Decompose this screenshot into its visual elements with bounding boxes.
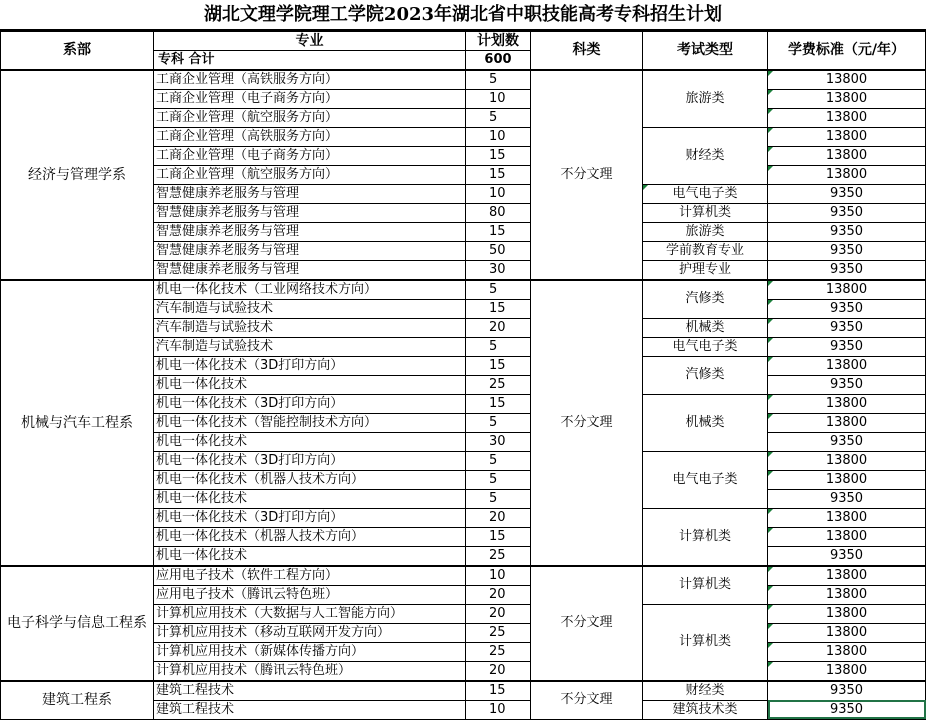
plan-cell[interactable]: 15: [466, 222, 531, 241]
exam-type-cell[interactable]: 财经类: [643, 127, 768, 184]
tuition-cell[interactable]: 13800: [768, 70, 926, 90]
tuition-cell[interactable]: 13800: [768, 585, 926, 604]
major-cell[interactable]: 机电一体化技术（智能控制技术方向）: [154, 413, 466, 432]
plan-cell[interactable]: 15: [466, 165, 531, 184]
tuition-cell[interactable]: 9350: [768, 681, 926, 701]
tuition-cell[interactable]: 13800: [768, 508, 926, 527]
tuition-cell[interactable]: 13800: [768, 89, 926, 108]
exam-type-cell[interactable]: 旅游类: [643, 70, 768, 128]
exam-type-cell[interactable]: 财经类: [643, 681, 768, 701]
plan-cell[interactable]: 20: [466, 508, 531, 527]
exam-type-cell[interactable]: 护理专业: [643, 260, 768, 280]
major-cell[interactable]: 机电一体化技术（工业网络技术方向）: [154, 280, 466, 300]
tuition-cell[interactable]: 13800: [768, 527, 926, 546]
exam-type-cell[interactable]: 旅游类: [643, 222, 768, 241]
tuition-cell[interactable]: 13800: [768, 642, 926, 661]
subject-cell[interactable]: 不分文理: [531, 681, 643, 720]
exam-type-cell[interactable]: 计算机类: [643, 203, 768, 222]
plan-cell[interactable]: 20: [466, 585, 531, 604]
header-dept[interactable]: 系部: [1, 32, 154, 70]
plan-cell[interactable]: 25: [466, 642, 531, 661]
plan-cell[interactable]: 15: [466, 394, 531, 413]
major-cell[interactable]: 机电一体化技术: [154, 432, 466, 451]
plan-cell[interactable]: 5: [466, 70, 531, 90]
major-cell[interactable]: 机电一体化技术（3D打印方向）: [154, 356, 466, 375]
tuition-cell[interactable]: 13800: [768, 470, 926, 489]
plan-cell[interactable]: 5: [466, 413, 531, 432]
major-cell[interactable]: 智慧健康养老服务与管理: [154, 203, 466, 222]
exam-type-cell[interactable]: 机械类: [643, 318, 768, 337]
major-cell[interactable]: 机电一体化技术（机器人技术方向）: [154, 527, 466, 546]
major-cell[interactable]: 应用电子技术（软件工程方向）: [154, 566, 466, 586]
plan-cell[interactable]: 15: [466, 299, 531, 318]
major-cell[interactable]: 汽车制造与试验技术: [154, 299, 466, 318]
major-cell[interactable]: 工商企业管理（航空服务方向）: [154, 108, 466, 127]
plan-cell[interactable]: 30: [466, 260, 531, 280]
tuition-cell[interactable]: 13800: [768, 394, 926, 413]
header-exam-type[interactable]: 考试类型: [643, 32, 768, 70]
tuition-cell[interactable]: 9350: [768, 299, 926, 318]
plan-cell[interactable]: 5: [466, 489, 531, 508]
tuition-cell[interactable]: 9350: [768, 203, 926, 222]
tuition-cell[interactable]: 13800: [768, 165, 926, 184]
plan-cell[interactable]: 15: [466, 527, 531, 546]
subject-cell[interactable]: 不分文理: [531, 280, 643, 566]
major-cell[interactable]: 计算机应用技术（大数据与人工智能方向）: [154, 604, 466, 623]
tuition-cell[interactable]: 13800: [768, 127, 926, 146]
total-label[interactable]: 专科 合计: [154, 51, 466, 70]
exam-type-cell[interactable]: 电气电子类: [643, 184, 768, 203]
exam-type-cell[interactable]: 建筑技术类: [643, 700, 768, 719]
tuition-cell[interactable]: 9350: [768, 260, 926, 280]
plan-cell[interactable]: 5: [466, 451, 531, 470]
selected-tuition-cell[interactable]: 9350: [768, 700, 926, 719]
major-cell[interactable]: 工商企业管理（高铁服务方向）: [154, 127, 466, 146]
major-cell[interactable]: 工商企业管理（航空服务方向）: [154, 165, 466, 184]
dept-cell[interactable]: 机械与汽车工程系: [1, 280, 154, 566]
major-cell[interactable]: 建筑工程技术: [154, 681, 466, 701]
plan-cell[interactable]: 20: [466, 661, 531, 681]
plan-cell[interactable]: 15: [466, 356, 531, 375]
plan-cell[interactable]: 5: [466, 470, 531, 489]
enrollment-table: [0, 31, 926, 720]
exam-type-cell[interactable]: 计算机类: [643, 566, 768, 605]
major-cell[interactable]: 工商企业管理（高铁服务方向）: [154, 70, 466, 90]
exam-type-cell[interactable]: 电气电子类: [643, 337, 768, 356]
exam-type-cell[interactable]: 电气电子类: [643, 451, 768, 508]
major-cell[interactable]: 智慧健康养老服务与管理: [154, 184, 466, 203]
tuition-cell[interactable]: 13800: [768, 280, 926, 300]
tuition-cell[interactable]: 13800: [768, 623, 926, 642]
tuition-cell[interactable]: 9350: [768, 546, 926, 566]
table-row: [1, 70, 926, 90]
plan-cell[interactable]: 25: [466, 375, 531, 394]
tuition-cell[interactable]: 9350: [768, 375, 926, 394]
major-cell[interactable]: 工商企业管理（电子商务方向）: [154, 146, 466, 165]
exam-type-cell[interactable]: 汽修类: [643, 280, 768, 319]
major-cell[interactable]: 机电一体化技术: [154, 375, 466, 394]
tuition-cell[interactable]: 9350: [768, 337, 926, 356]
header-subject[interactable]: 科类: [531, 32, 643, 70]
plan-cell[interactable]: 25: [466, 623, 531, 642]
major-cell[interactable]: 机电一体化技术（3D打印方向）: [154, 394, 466, 413]
major-cell[interactable]: 汽车制造与试验技术: [154, 337, 466, 356]
tuition-cell[interactable]: 13800: [768, 146, 926, 165]
tuition-cell[interactable]: 13800: [768, 566, 926, 586]
tuition-cell[interactable]: 9350: [768, 184, 926, 203]
total-value[interactable]: 600: [466, 51, 531, 70]
header-row: [1, 32, 926, 51]
tuition-cell[interactable]: 13800: [768, 413, 926, 432]
tuition-cell[interactable]: 13800: [768, 451, 926, 470]
plan-cell[interactable]: 20: [466, 604, 531, 623]
major-cell[interactable]: 计算机应用技术（新媒体传播方向）: [154, 642, 466, 661]
sheet-title: 湖北文理学院理工学院2023年湖北省中职技能高考专科招生计划: [203, 4, 723, 25]
dept-cell[interactable]: 电子科学与信息工程系: [1, 566, 154, 681]
table-row: [1, 280, 926, 300]
plan-cell[interactable]: 5: [466, 108, 531, 127]
plan-cell[interactable]: 25: [466, 546, 531, 566]
table-row: [1, 681, 926, 701]
plan-cell[interactable]: 10: [466, 700, 531, 719]
dept-cell[interactable]: 经济与管理学系: [1, 70, 154, 280]
major-cell[interactable]: 汽车制造与试验技术: [154, 318, 466, 337]
tuition-cell[interactable]: 13800: [768, 604, 926, 623]
major-cell[interactable]: 机电一体化技术（机器人技术方向）: [154, 470, 466, 489]
major-cell[interactable]: 机电一体化技术: [154, 489, 466, 508]
major-cell[interactable]: 应用电子技术（腾讯云特色班）: [154, 585, 466, 604]
plan-cell[interactable]: 30: [466, 432, 531, 451]
plan-cell[interactable]: 10: [466, 566, 531, 586]
subject-cell[interactable]: 不分文理: [531, 566, 643, 681]
tuition-cell[interactable]: 13800: [768, 356, 926, 375]
plan-cell[interactable]: 5: [466, 337, 531, 356]
major-cell[interactable]: 建筑工程技术: [154, 700, 466, 719]
tuition-cell[interactable]: 9350: [768, 241, 926, 260]
plan-cell[interactable]: 10: [466, 127, 531, 146]
table-row: [1, 566, 926, 586]
plan-cell[interactable]: 15: [466, 681, 531, 701]
tuition-cell[interactable]: 9350: [768, 432, 926, 451]
major-cell[interactable]: 智慧健康养老服务与管理: [154, 260, 466, 280]
header-major[interactable]: 专业: [154, 32, 466, 51]
tuition-cell[interactable]: 9350: [768, 222, 926, 241]
plan-cell[interactable]: 10: [466, 89, 531, 108]
tuition-cell[interactable]: 13800: [768, 108, 926, 127]
exam-type-cell[interactable]: 机械类: [643, 394, 768, 451]
dept-cell[interactable]: 建筑工程系: [1, 681, 154, 720]
exam-type-cell[interactable]: 计算机类: [643, 508, 768, 566]
major-cell[interactable]: 智慧健康养老服务与管理: [154, 241, 466, 260]
exam-type-cell[interactable]: 学前教育专业: [643, 241, 768, 260]
exam-type-cell[interactable]: 汽修类: [643, 356, 768, 394]
plan-cell[interactable]: 10: [466, 184, 531, 203]
major-cell[interactable]: 机电一体化技术（3D打印方向）: [154, 451, 466, 470]
major-cell[interactable]: 工商企业管理（电子商务方向）: [154, 89, 466, 108]
plan-cell[interactable]: 80: [466, 203, 531, 222]
header-tuition[interactable]: 学费标准（元/年）: [768, 32, 926, 70]
plan-cell[interactable]: 20: [466, 318, 531, 337]
major-cell[interactable]: 计算机应用技术（移动互联网开发方向）: [154, 623, 466, 642]
major-cell[interactable]: 机电一体化技术（3D打印方向）: [154, 508, 466, 527]
subject-cell[interactable]: 不分文理: [531, 70, 643, 280]
major-cell[interactable]: 智慧健康养老服务与管理: [154, 222, 466, 241]
major-cell[interactable]: 机电一体化技术: [154, 546, 466, 566]
tuition-cell[interactable]: 13800: [768, 661, 926, 681]
tuition-cell[interactable]: 9350: [768, 318, 926, 337]
plan-cell[interactable]: 50: [466, 241, 531, 260]
exam-type-cell[interactable]: 计算机类: [643, 604, 768, 681]
tuition-cell[interactable]: 9350: [768, 489, 926, 508]
plan-cell[interactable]: 15: [466, 146, 531, 165]
header-plan[interactable]: 计划数: [466, 32, 531, 51]
major-cell[interactable]: 计算机应用技术（腾讯云特色班）: [154, 661, 466, 681]
plan-cell[interactable]: 5: [466, 280, 531, 300]
